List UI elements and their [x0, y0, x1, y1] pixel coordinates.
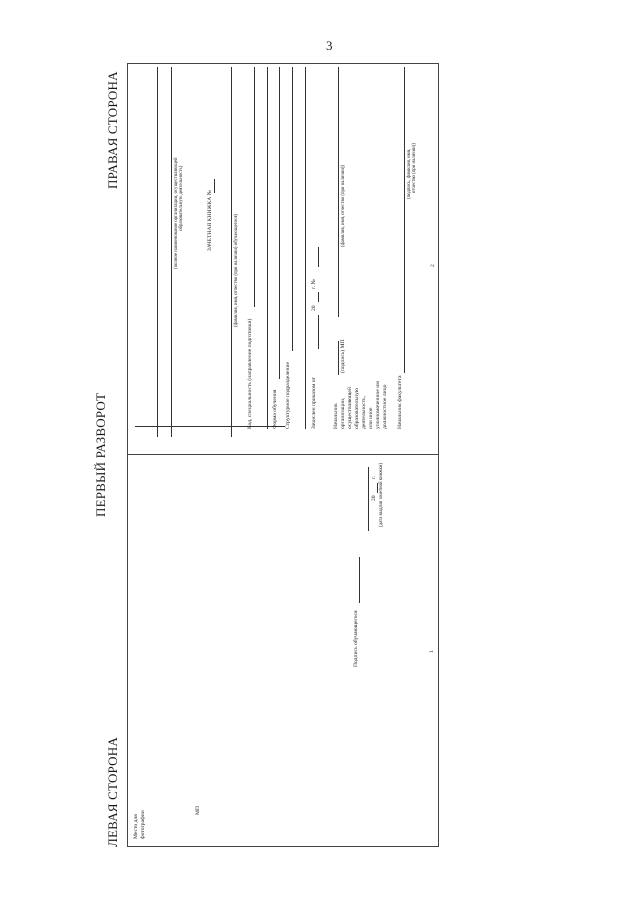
stamp-mark: МП	[195, 805, 201, 815]
head-signature-stamp: (подпись) МП	[340, 339, 346, 373]
division-label: Структурное подразделение	[285, 362, 291, 429]
left-page-number: 1	[429, 650, 435, 653]
student-name-caption: (фамилия, имя, отчество (при наличии) обучающегося)	[234, 213, 239, 327]
spread-heading: ПЕРВЫЙ РАЗВОРОТ	[93, 392, 108, 517]
division-line	[292, 67, 293, 351]
head-signature-line	[338, 341, 339, 375]
enrolled-number-line	[318, 247, 319, 267]
issue-date-line	[368, 467, 369, 531]
specialty-line-2	[267, 67, 268, 429]
issue-date-caption: (дата выдачи зачетной книжки)	[379, 462, 384, 527]
issue-year-line	[377, 483, 378, 493]
page-number: 3	[326, 38, 333, 53]
org-name-line-2	[171, 67, 172, 437]
head-name-caption: (фамилия, имя, отчество (при наличии))	[341, 164, 346, 247]
division-line-2	[305, 67, 306, 429]
org-name-line-1	[157, 67, 158, 437]
issue-year-suffix: г.	[371, 475, 377, 479]
enrolled-year-prefix: 20	[311, 305, 317, 311]
head-name-line	[338, 67, 339, 317]
left-side-heading: ЛЕВАЯ СТОРОНА	[105, 737, 120, 847]
dean-caption: (подпись, фамилия, имя, отчество (при наличии))	[407, 143, 417, 199]
photo-place-label: Место для фотографии	[133, 810, 146, 839]
right-page-number: 2	[430, 264, 436, 267]
student-name-line	[231, 67, 232, 437]
enrolled-number-label: г. №	[311, 279, 317, 289]
record-book-number-label: ЗАЧЕТНАЯ КНИЖКА №	[207, 190, 213, 251]
specialty-label: Код, специальность (направление подготовки)	[247, 318, 253, 429]
specialty-line	[254, 67, 255, 307]
enrolled-date-line	[318, 315, 319, 349]
right-side-heading: ПРАВАЯ СТОРОНА	[105, 71, 120, 189]
org-name-caption: (полное наименование организации, осуществляющей образовательную деятельность)	[174, 157, 184, 269]
page-divider	[127, 454, 439, 455]
record-book-number-line	[214, 179, 215, 193]
record-book-spread	[93, 63, 439, 847]
student-signature-line	[359, 557, 360, 603]
issue-year-prefix: 20	[371, 495, 377, 501]
dean-label: Начальник факультета	[397, 375, 403, 429]
study-form-label: Форма обучения	[272, 389, 278, 429]
head-of-organization-label: Начальник организации, осуществляющей образовательную деятельность, или иное уполномоченное им должностное лицо	[333, 381, 388, 429]
dean-line	[404, 67, 405, 373]
student-signature-label: Подпись обучающегося	[353, 610, 359, 667]
enrolled-year-line	[318, 292, 319, 302]
study-form-line	[279, 67, 280, 379]
enrolled-label: Зачислен приказом от	[311, 377, 317, 429]
